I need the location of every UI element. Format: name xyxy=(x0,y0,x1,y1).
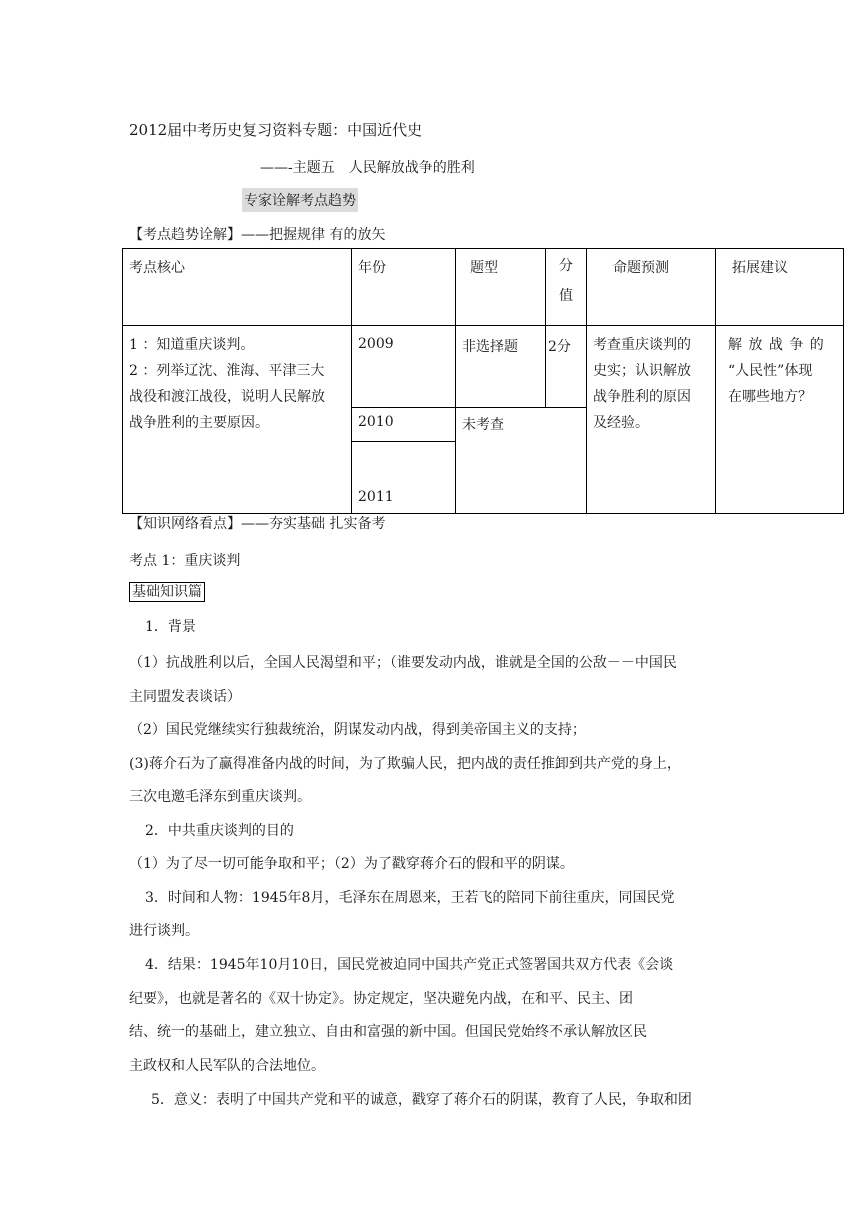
body-line: （2）国民党继续实行独裁统治，阴谋发动内战，得到美帝国主义的支持； xyxy=(129,722,586,738)
core-line: 战役和渡江战役，说明人民解放 xyxy=(129,389,325,405)
core-line: 2 ：列举辽沈、淮海、平津三大 xyxy=(129,363,325,379)
body-line: 4．结果：1945年10月10日，国民党被迫同中国共产党正式签署国共双方代表《会谈 xyxy=(145,957,674,973)
section-heading-knowledge: 【知识网络看点】——夯实基础 扎实备考 xyxy=(129,516,386,532)
table-cell-type-2009: 非选择题 xyxy=(456,326,546,408)
extension-line: “人民性”体现 xyxy=(728,363,813,379)
table-header-type xyxy=(456,249,546,326)
extension-line: 解 放 战 争 的 xyxy=(728,337,825,353)
exam-point-heading: 考点 1：重庆谈判 xyxy=(129,553,241,569)
body-line: 2．中共重庆谈判的目的 xyxy=(145,823,294,839)
body-line: 结、统一的基础上，建立独立、自由和富强的新中国。但国民党始终不承认解放区民 xyxy=(129,1024,647,1040)
basic-knowledge-box: 基础知识篇 xyxy=(129,582,205,602)
body-line: （1）为了尽一切可能争取和平；（2）为了戳穿蒋介石的假和平的阴谋。 xyxy=(129,856,574,872)
core-line: 战争胜利的主要原因。 xyxy=(129,415,269,431)
body-line: （1）抗战胜利以后，全国人民渴望和平；（谁要发动内战，谁就是全国的公敌－－中国民 xyxy=(129,655,677,671)
body-line: 进行谈判。 xyxy=(129,923,199,939)
body-line: 主政权和人民军队的合法地位。 xyxy=(129,1058,325,1074)
section-heading-trends: 【考点趋势诠解】——把握规律 有的放矢 xyxy=(129,227,386,243)
body-line: 三次电邀毛泽东到重庆谈判。 xyxy=(129,789,311,805)
table-cell-score-2009: 2分 xyxy=(546,326,587,408)
table-header-extension xyxy=(716,249,844,326)
body-line: 3．时间和人物：1945年8月，毛泽东在周恩来，王若飞的陪同下前往重庆，同国民党 xyxy=(145,890,675,906)
table-header-score-1: 分 xyxy=(559,258,573,274)
table-cell-core xyxy=(123,326,352,514)
table-cell-extension xyxy=(716,326,844,514)
table-header-year: 年份 xyxy=(352,249,456,326)
table-header-core: 考点核心 xyxy=(123,249,352,326)
table-header-prediction-text: 命题预测 xyxy=(613,260,669,276)
body-line: 主同盟发表谈话） xyxy=(129,689,241,705)
prediction-line: 史实；认识解放 xyxy=(593,363,691,379)
table-cell-prediction xyxy=(587,326,716,514)
body-line: (3)蒋介石为了赢得准备内战的时间，为了欺骗人民，把内战的责任推卸到共产党的身上， xyxy=(129,756,681,772)
table-cell-year-2009: 2009 xyxy=(352,326,456,408)
body-line: 5．意义：表明了中国共产党和平的诚意，戳穿了蒋介石的阴谋，教育了人民，争取和团 xyxy=(151,1092,692,1108)
table-header-prediction xyxy=(587,249,716,326)
table-cell-year-2011: 2011 xyxy=(352,442,456,514)
extension-line: 在哪些地方？ xyxy=(728,389,812,405)
prediction-line: 考查重庆谈判的 xyxy=(593,337,691,353)
body-line: 纪要》，也就是著名的《双十协定》。协定规定，坚决避免内战，在和平、民主、团 xyxy=(129,991,633,1007)
core-line: 1 ：知道重庆谈判。 xyxy=(129,337,255,353)
document-subtitle: ——-主题五 人民解放战争的胜利 xyxy=(260,160,475,176)
table-header-extension-text: 拓展建议 xyxy=(732,260,788,276)
table-header-score-2: 值 xyxy=(559,288,573,304)
exam-point-table xyxy=(122,248,844,514)
expert-heading-box: 专家诠解考点趋势 xyxy=(242,188,358,212)
prediction-line: 及经验。 xyxy=(593,415,649,431)
table-header-type-text: 题型 xyxy=(470,260,498,276)
table-cell-type-2010: 未考查 xyxy=(456,408,587,514)
prediction-line: 战争胜利的原因 xyxy=(593,389,691,405)
document-title: 2012届中考历史复习资料专题：中国近代史 xyxy=(129,121,423,139)
table-cell-year-2010: 2010 xyxy=(352,408,456,442)
table-header-score xyxy=(546,249,587,326)
body-line: 1．背景 xyxy=(145,619,196,635)
